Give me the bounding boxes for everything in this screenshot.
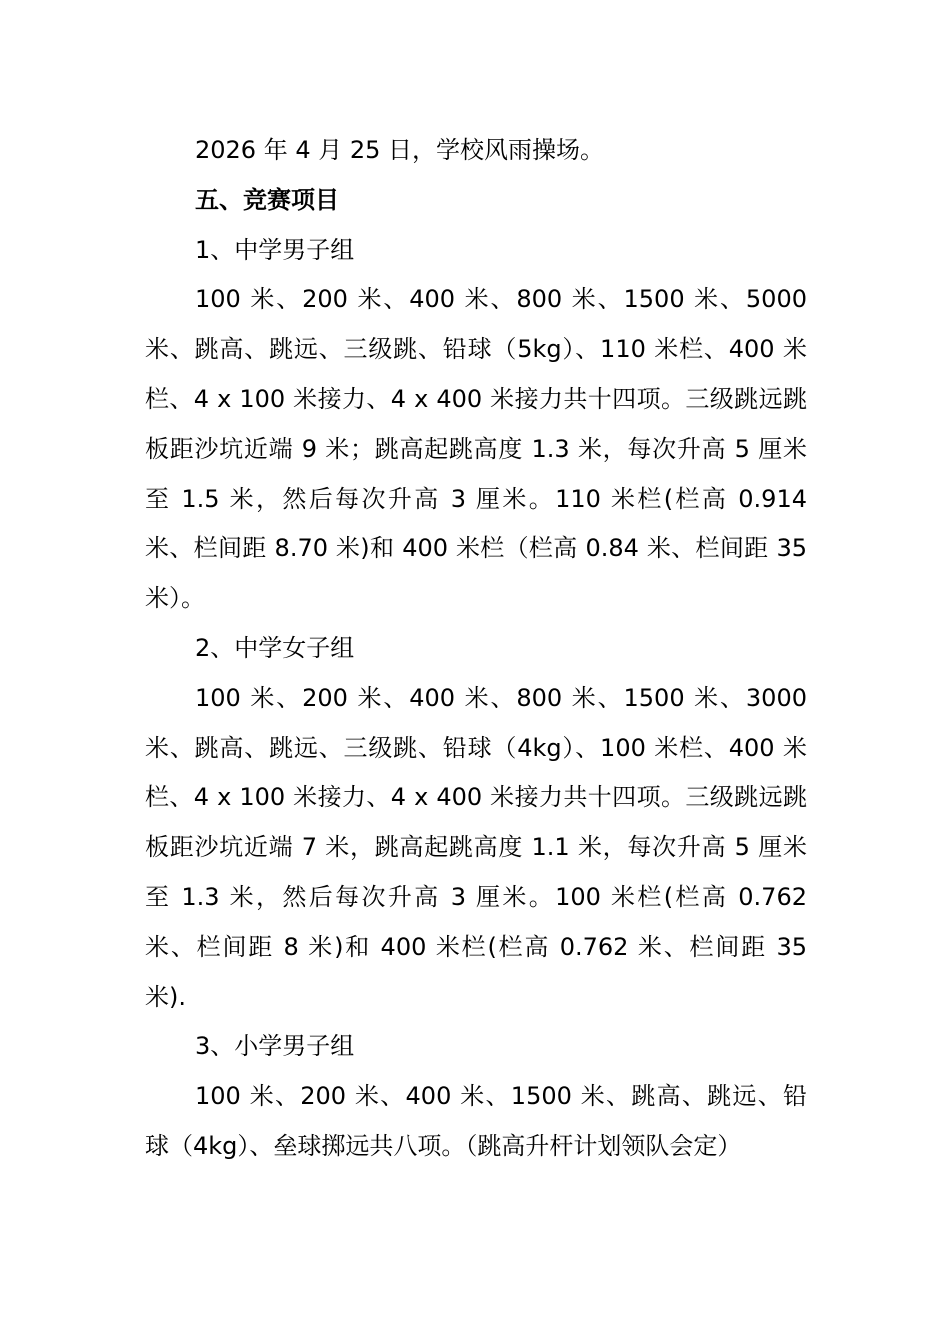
middle-school-boys-events-paragraph: 100 米、200 米、400 米、800 米、1500 米、5000 米、跳高、跳远、三级跳、铅球（5kg）、110 米栏、400 米栏、4 x 100 米接力、4 x 400 米接力共十四项。三级跳远跳板距沙坑近端 9 米；跳高起跳高度 1.3 米，每次升高 5 厘米至 1.5 米，然后每次升高 3 厘米。110 米栏(栏高 0.914 米、栏间距 8.70 米)和 400 米栏（栏高 0.84 米、栏间距 35 米）。 [145,285,807,613]
subheading-primary-school-boys: 3、小学男子组 [195,1032,355,1061]
subheading-middle-school-girls: 2、中学女子组 [195,633,355,662]
middle-school-girls-events-paragraph: 100 米、200 米、400 米、800 米、1500 米、3000 米、跳高、跳远、三级跳、铅球（4kg）、100 米栏、400 米栏、4 x 100 米接力、4 x 400 米接力共十四项。三级跳远跳板距沙坑近端 7 米，跳高起跳高度 1.1 米，每次升高 5 厘米至 1.3 米，然后每次升高 3 厘米。100 米栏(栏高 0.762 米、栏间距 8 米)和 400 米栏(栏高 0.762 米、栏间距 35 米). [145,683,807,1011]
venue-date-paragraph: 2026 年 4 月 25 日，学校风雨操场。 [195,136,605,164]
section-heading-events: 五、竞赛项目 [195,185,339,214]
document-page [145,126,807,1172]
subheading-middle-school-boys: 1、中学男子组 [195,235,355,264]
primary-school-boys-events-paragraph: 100 米、200 米、400 米、1500 米、跳高、跳远、铅球（4kg）、垒球掷远共八项。（跳高升杆计划领队会定） [145,1082,807,1160]
